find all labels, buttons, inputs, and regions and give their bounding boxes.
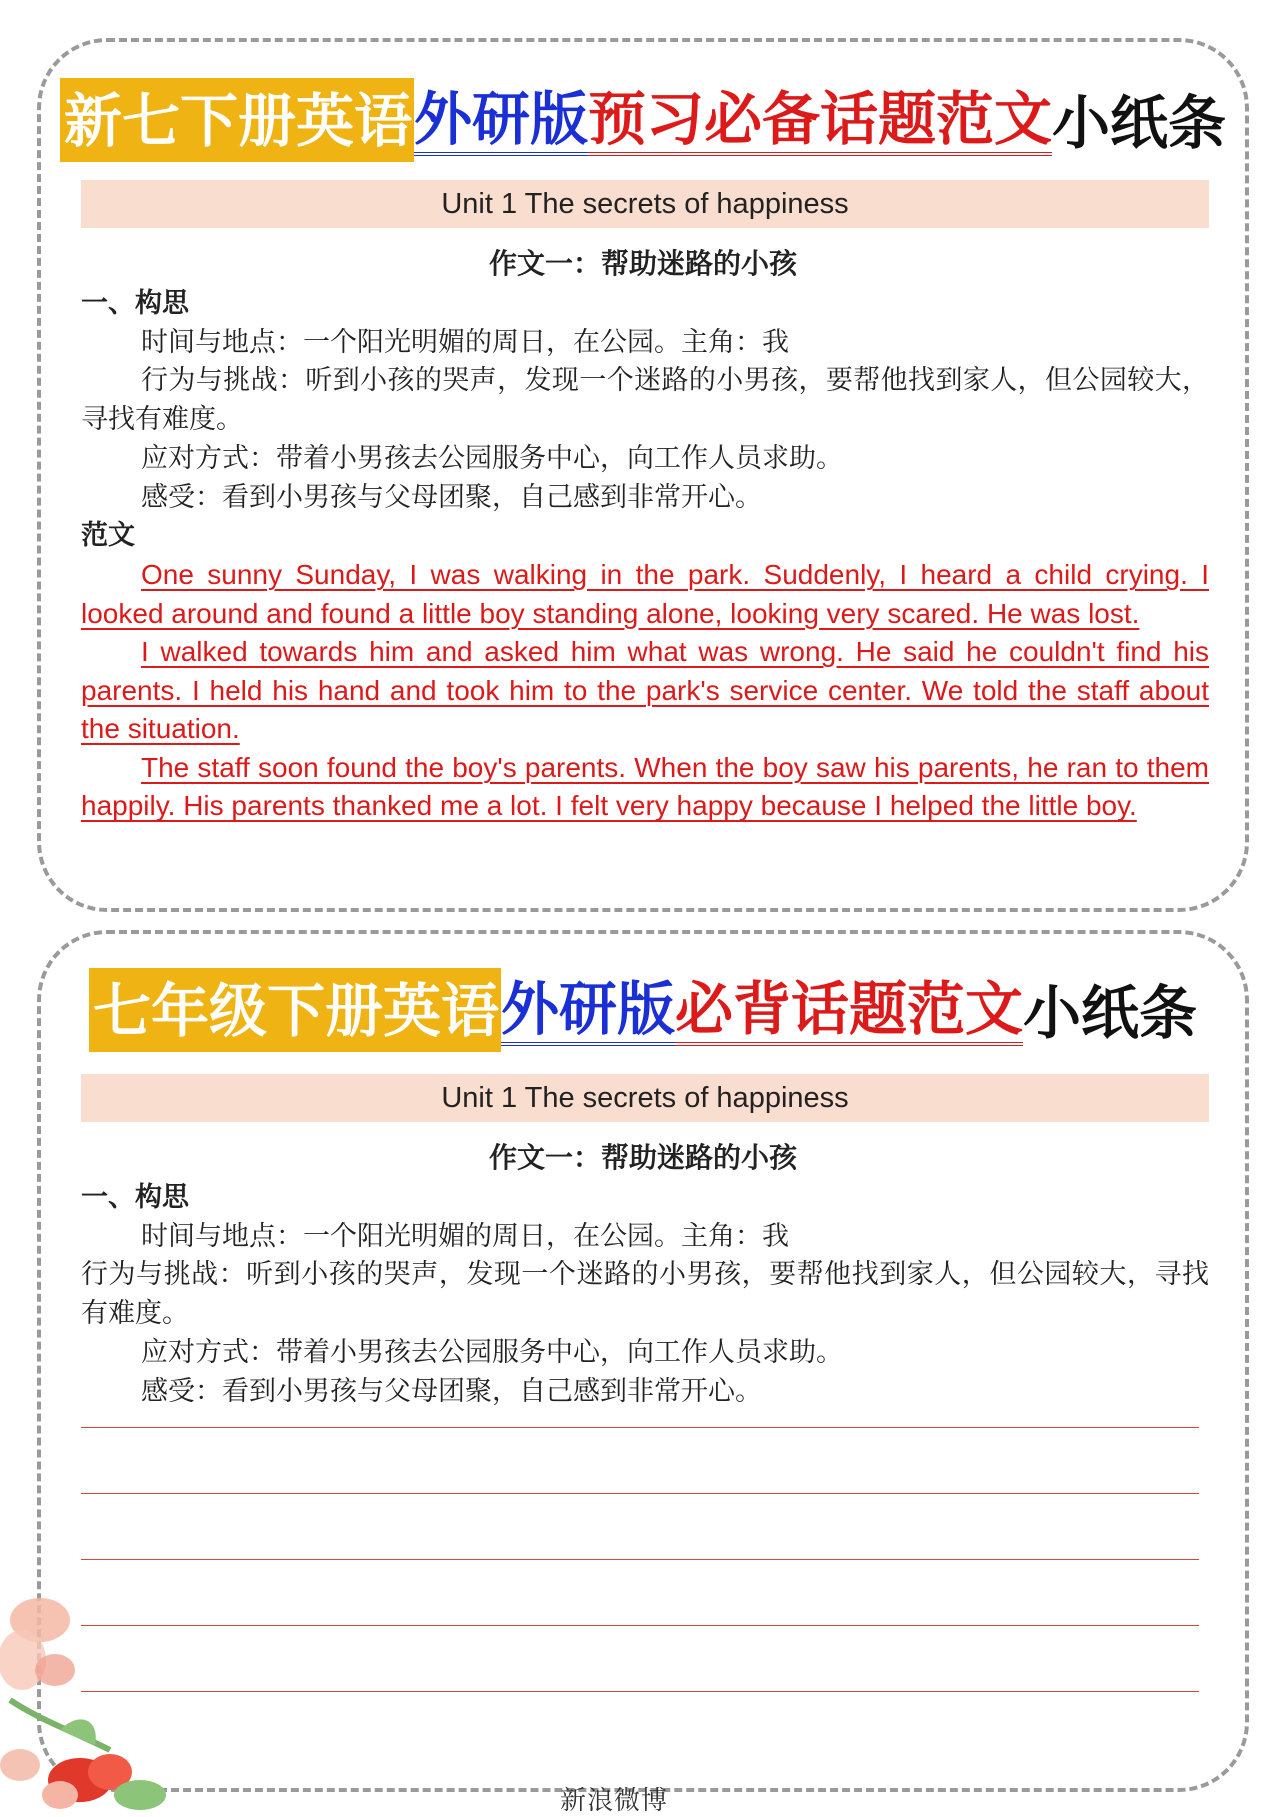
writing-line[interactable] <box>81 1559 1199 1560</box>
idea-action-challenge: 行为与挑战：听到小孩的哭声，发现一个迷路的小男孩，要帮他找到家人，但公园较大，寻找有难度。 <box>81 1259 1209 1330</box>
footer-watermark: 新浪微博 <box>560 1786 669 1816</box>
title-highlight: 新七下册英语 <box>60 78 414 162</box>
title-topic: 预习必备话题范文 <box>588 90 1052 156</box>
idea-response: 应对方式：带着小男孩去公园服务中心，向工作人员求助。 <box>141 1336 843 1368</box>
card-title <box>41 968 1245 1052</box>
title-suffix: 小纸条 <box>1023 979 1198 1047</box>
essay-paragraph <box>81 556 1209 633</box>
section-heading-ideas: 一、构思 <box>81 1182 189 1213</box>
section-heading-sample: 范文 <box>81 520 135 552</box>
essay-body <box>81 285 1209 826</box>
essay-title: 作文一：帮助迷路的小孩 <box>488 1141 797 1174</box>
writing-line[interactable] <box>81 1427 1199 1428</box>
note-card-practice <box>37 930 1249 1792</box>
writing-line[interactable] <box>81 1493 1199 1494</box>
essay-paragraph-text: One sunny Sunday, I was walking in the park. Suddenly, I heard a child crying. I looked around and found a little boy standing alone, looking very scared. He was lost. <box>81 558 1209 629</box>
title-suffix: 小纸条 <box>1052 89 1227 157</box>
flower-decoration-icon <box>0 1550 210 1810</box>
idea-feeling: 感受：看到小男孩与父母团聚，自己感到非常开心。 <box>141 481 762 513</box>
title-edition: 外研版 <box>501 980 675 1046</box>
essay-paragraph-text: The staff soon found the boy's parents. When the boy saw his parents, he ran to them happily. His parents thanked me a lot. I felt very happy because I helped the little boy. <box>81 751 1209 822</box>
essay-paragraph-text: I walked towards him and asked him what was wrong. He said he couldn't find his parents. I held his hand and took him to the park's service center. We told the staff about the situation. <box>81 636 1209 745</box>
essay-paragraph <box>81 633 1209 749</box>
ideas-body <box>81 1179 1209 1411</box>
idea-response: 应对方式：带着小男孩去公园服务中心，向工作人员求助。 <box>141 442 843 474</box>
idea-action-challenge: 行为与挑战：听到小孩的哭声，发现一个迷路的小男孩，要帮他找到家人，但公园较大，寻找有难度。 <box>81 365 1209 436</box>
essay-paragraph <box>81 749 1209 826</box>
writing-lines <box>81 1427 1199 1757</box>
card-title <box>41 78 1245 162</box>
title-edition: 外研版 <box>414 90 588 156</box>
note-card-preview <box>37 38 1249 912</box>
idea-feeling: 感受：看到小男孩与父母团聚，自己感到非常开心。 <box>141 1375 762 1407</box>
writing-line[interactable] <box>81 1625 1199 1626</box>
essay-title: 作文一：帮助迷路的小孩 <box>488 247 797 280</box>
unit-heading: Unit 1 The secrets of happiness <box>81 180 1209 228</box>
idea-time-place: 时间与地点：一个阳光明媚的周日，在公园。主角：我 <box>141 326 789 358</box>
idea-time-place: 时间与地点：一个阳光明媚的周日，在公园。主角：我 <box>141 1220 789 1252</box>
title-topic: 必背话题范文 <box>675 980 1023 1046</box>
section-heading-ideas: 一、构思 <box>81 288 189 319</box>
unit-heading: Unit 1 The secrets of happiness <box>81 1074 1209 1122</box>
writing-line[interactable] <box>81 1691 1199 1692</box>
title-highlight: 七年级下册英语 <box>89 968 501 1052</box>
